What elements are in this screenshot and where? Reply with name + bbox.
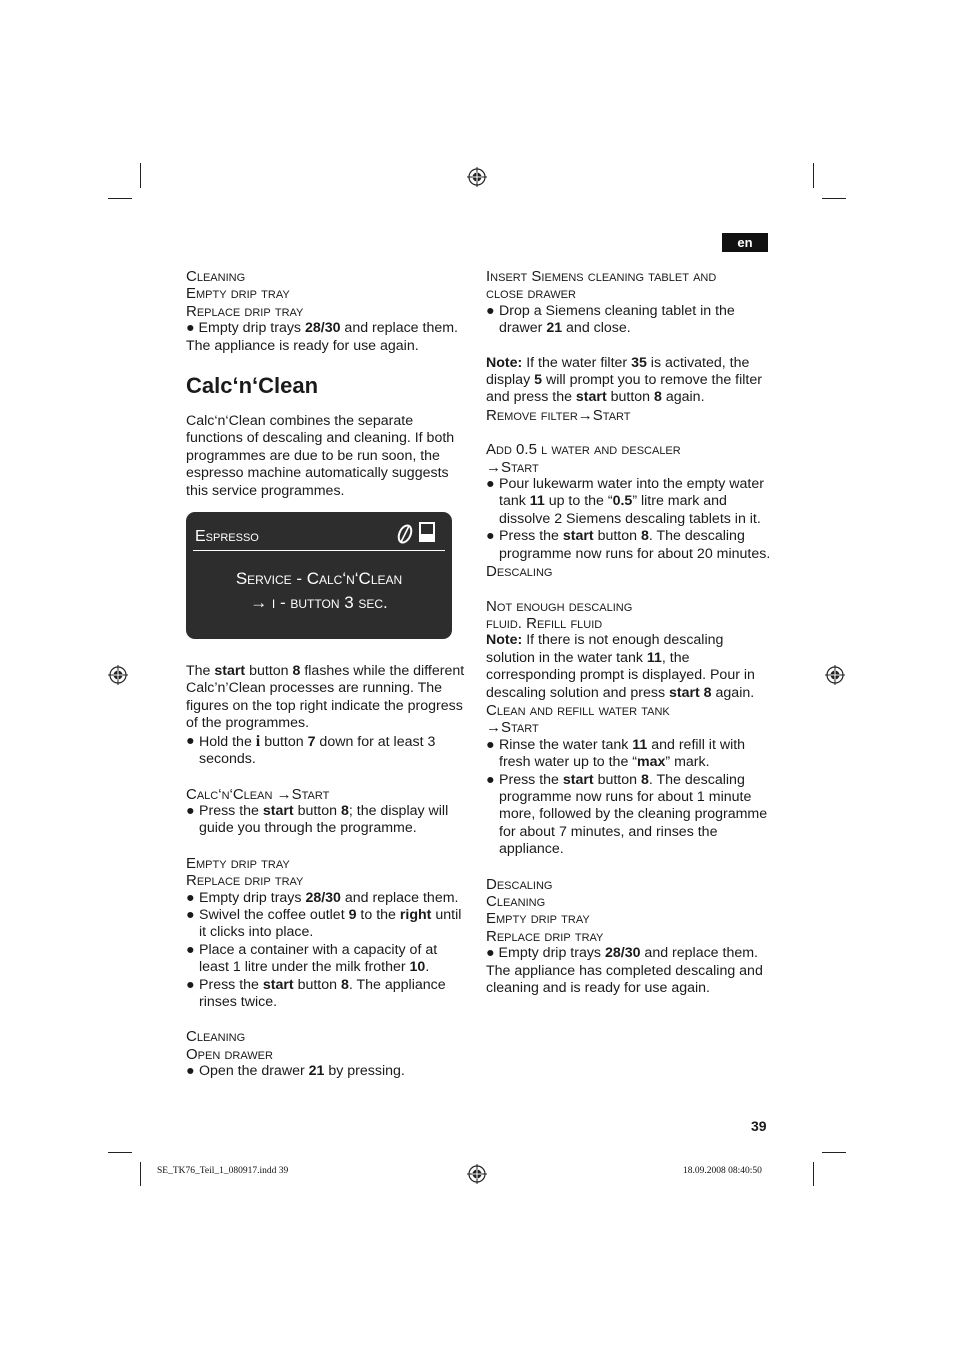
step-heading: fluid. Refill fluid [486,614,603,632]
step-heading: Empty drip tray [186,285,290,303]
step-heading: Descaling [486,563,553,581]
bullet-item: ● Empty drip trays 28/30 and replace them. [186,320,458,337]
note-text: Note: If the water filter 35 is activated, the display 5 will prompt you to remove the filter and press the start button 8 again. [486,354,762,406]
step-heading: Open drawer [186,1045,273,1063]
bullet-icon: ● [486,476,495,493]
step-heading: Cleaning [186,1028,246,1046]
bullet-item: ● Open the drawer 21 by pressing. [186,1063,405,1080]
registration-mark-icon [467,167,487,187]
note-text: Note: If there is not enough descaling solution in the water tank 11, the corresponding prompt is displayed. Pour in descaling solution and press start 8 again. [486,632,755,701]
section-title: Calc‘n‘Clean [186,373,319,399]
coffee-strength-cup-icon [396,521,440,547]
intro-text: Calc‘n‘Clean combines the separate functions of descaling and cleaning. If both programmes are due to be run soon, the espresso machine automatically suggests this service programmes. [186,413,455,499]
bullet-item: ● Hold the i button 7 down for at least 3 seconds. [186,732,436,768]
bullet-icon: ● [486,528,495,545]
left-column [186,268,471,1081]
bullet-icon: ● [186,906,195,923]
step-heading: Insert Siemens cleaning tablet and [486,268,717,285]
right-column [486,268,771,997]
bullet-item: ● Empty drip trays 28/30 and replace them. [486,945,758,962]
crop-mark [140,1162,141,1186]
page-number: 39 [751,1118,767,1134]
step-heading: →Start [486,458,539,476]
step-heading: Replace drip tray [186,302,304,320]
crop-mark [813,1162,814,1186]
bullet-icon: ● [186,802,195,819]
crop-mark [813,163,814,188]
step-heading: Empty drip tray [186,854,290,872]
bullet-icon: ● [186,320,195,337]
bullet-icon: ● [186,889,195,906]
bullet-icon: ● [186,1063,195,1080]
body-text: The start button 8 flashes while the different Calc’n’Clean processes are running. The figures on the top right indicate the progress of the programmes. [186,663,465,732]
body-text: The appliance has completed descaling and cleaning and is ready for use again. [486,962,763,997]
bullet-item: ● Place a container with a capacity of at least 1 litre under the milk frother 10. [186,941,438,976]
display-divider [193,550,445,551]
step-heading: Not enough descaling [486,597,633,615]
bullet-item: ● Pour lukewarm water into the empty water tank 11 up to the “0.5” litre mark and dissolve 2 Siemens descaling tablets in it. [486,476,764,527]
step-heading: Replace drip tray [186,872,304,890]
footer-timestamp: 18.09.2008 08:40:50 [683,1166,762,1176]
footer-filename: SE_TK76_Teil_1_080917.indd 39 [157,1166,289,1176]
display-title: Espresso [195,528,259,546]
bullet-item: ● Press the start button 8. The appliance rinses twice. [186,976,446,1010]
step-heading: Cleaning [486,893,546,910]
bullet-icon: ● [186,941,195,958]
step-heading: Replace drip tray [486,927,604,945]
step-heading: close drawer [486,285,576,303]
step-heading: Cleaning [186,268,246,285]
bullet-item: ● Swivel the coffee outlet 9 to the right until it clicks into place. [186,906,462,941]
bullet-item: ● Empty drip trays 28/30 and replace them. [186,889,459,906]
bullet-icon: ● [486,736,495,753]
crop-mark [140,163,141,188]
step-heading: →Start [486,719,539,737]
bullet-icon: ● [186,976,195,993]
bullet-icon: ● [186,732,195,749]
bullet-icon: ● [486,945,495,962]
language-tab: en [722,233,768,252]
display-message: Service - Calc‘n‘Clean [235,569,403,589]
step-heading: Add 0.5 l water and descaler [486,441,681,459]
registration-mark-icon [467,1164,487,1184]
registration-mark-icon [108,665,128,685]
bullet-item: ● Press the start button 8; the display will guide you through the programme. [186,802,449,837]
step-heading: Remove filter→Start [486,406,631,424]
crop-mark [822,1152,846,1153]
step-heading: Empty drip tray [486,910,590,928]
crop-mark [108,1152,132,1153]
crop-mark [108,198,132,199]
display-message: → i - button 3 sec. [250,593,388,613]
bullet-icon: ● [486,771,495,788]
machine-display [186,512,452,639]
step-heading: Calc‘n‘Clean →Start [186,785,330,803]
step-heading: Clean and refill water tank [486,701,670,719]
step-heading: Descaling [486,875,553,893]
bullet-item: ● Drop a Siemens cleaning tablet in the drawer 21 and close. [486,302,735,337]
crop-mark [822,198,846,199]
registration-mark-icon [825,665,845,685]
bullet-item: ● Press the start button 8. The descaling programme now runs for about 20 minutes. [486,528,771,562]
body-text: The appliance is ready for use again. [186,337,419,354]
bullet-item: ● Rinse the water tank 11 and refill it with fresh water up to the “max” mark. [486,736,746,771]
bullet-item: ● Press the start button 8. The descaling programme now runs for about 1 minute more, followed by the cleaning programme for about 7 minutes, and rinses the appliance. [486,771,768,858]
bullet-icon: ● [486,302,495,319]
